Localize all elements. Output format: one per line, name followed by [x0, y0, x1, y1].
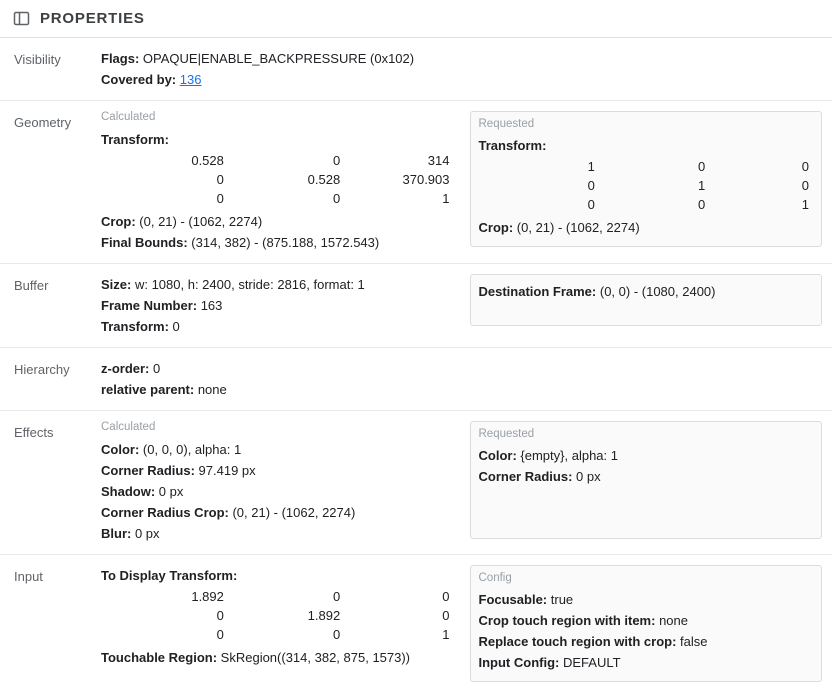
shadow-label: Shadow:	[101, 484, 156, 499]
crop-value: (0, 21) - (1062, 2274)	[516, 220, 640, 235]
buffer-transform-value: 0	[172, 319, 180, 334]
final-bounds-label: Final Bounds:	[101, 235, 188, 250]
effects-requested-title: Requested	[478, 428, 535, 440]
geometry-requested-title: Requested	[478, 118, 535, 130]
matrix-cell: 1.892	[191, 589, 224, 604]
effects-requested-color-value: {empty}, alpha: 1	[520, 448, 618, 463]
effects-calculated-title: Calculated	[101, 421, 156, 433]
frame-number-value: 163	[200, 298, 223, 313]
corner-radius-value: 97.419 px	[198, 463, 256, 478]
row-label-visibility: Visibility	[14, 52, 61, 67]
destination-frame-field	[479, 281, 814, 302]
matrix-cell: 0	[801, 178, 809, 193]
matrix-cell: 0	[442, 608, 450, 623]
buffer-destination-frame	[470, 274, 823, 337]
matrix-cell: 0	[442, 589, 450, 604]
matrix-cell: 1	[442, 627, 450, 642]
effects-color-value: (0, 0, 0), alpha: 1	[142, 442, 242, 457]
geometry-requested-matrix	[479, 157, 814, 214]
properties-panel-icon	[12, 10, 30, 28]
destination-frame-value: (0, 0) - (1080, 2400)	[599, 284, 716, 299]
matrix-cell: 0	[332, 627, 341, 642]
covered-by-field	[101, 69, 816, 90]
geometry-calculated-matrix	[101, 151, 454, 208]
corner-radius-crop-value: (0, 21) - (1062, 2274)	[232, 505, 356, 520]
blur-field	[101, 523, 454, 544]
touchable-region-value: SkRegion((314, 382, 875, 1573))	[220, 650, 411, 665]
touchable-region-field	[101, 647, 454, 668]
row-label-geometry: Geometry	[14, 115, 72, 130]
geometry-requested	[470, 111, 823, 253]
row-visibility	[0, 38, 832, 101]
matrix-cell: 1	[442, 191, 450, 206]
buffer-size-value: w: 1080, h: 2400, stride: 2816, format: 1	[134, 277, 365, 292]
focusable-label: Focusable:	[478, 592, 548, 607]
input-transform	[95, 565, 460, 682]
flags-field	[101, 48, 816, 69]
destination-frame-label: Destination Frame:	[478, 284, 597, 299]
row-label-buffer: Buffer	[14, 278, 49, 293]
touchable-region-label: Touchable Region:	[101, 650, 218, 665]
geometry-requested-transform-label: Transform:	[478, 138, 547, 153]
relative-parent-label: relative parent:	[101, 382, 195, 397]
matrix-cell: 0	[801, 159, 809, 174]
effects-requested-color-field	[479, 445, 814, 466]
matrix-cell: 1.892	[307, 608, 341, 623]
effects-requested	[470, 421, 823, 544]
buffer-size-label: Size:	[101, 277, 132, 292]
row-label-hierarchy: Hierarchy	[14, 362, 70, 377]
effects-color-field	[101, 439, 454, 460]
geometry-calculated-title: Calculated	[101, 111, 156, 123]
row-input	[0, 555, 832, 692]
row-label-input: Input	[14, 569, 43, 584]
buffer-transform-field	[101, 316, 454, 337]
matrix-cell: 0	[332, 191, 341, 206]
crop-label: Crop:	[478, 220, 514, 235]
row-hierarchy	[0, 348, 832, 411]
effects-color-label: Color:	[101, 442, 140, 457]
replace-touch-region-field	[479, 631, 814, 652]
matrix-cell: 0	[216, 191, 224, 206]
corner-radius-label: Corner Radius:	[101, 463, 195, 478]
geometry-calculated	[95, 111, 460, 253]
matrix-cell: 314	[427, 153, 450, 168]
geometry-calculated-transform-label: Transform:	[101, 132, 169, 147]
matrix-cell: 0	[216, 627, 224, 642]
buffer-transform-label: Transform:	[101, 319, 169, 334]
geometry-calculated-crop	[101, 211, 454, 232]
flags-label: Flags:	[101, 51, 140, 66]
relative-parent-value: none	[197, 382, 227, 397]
shadow-value: 0 px	[158, 484, 184, 499]
matrix-cell: 0	[216, 608, 224, 623]
row-geometry	[0, 101, 832, 264]
matrix-cell: 0	[587, 197, 595, 212]
frame-number-field	[101, 295, 454, 316]
effects-requested-color-label: Color:	[478, 448, 517, 463]
buffer-size-field	[101, 274, 454, 295]
flags-value: OPAQUE|ENABLE_BACKPRESSURE (0x102)	[142, 51, 415, 66]
effects-calculated	[95, 421, 460, 544]
matrix-cell: 1	[587, 159, 595, 174]
input-config-label: Input Config:	[478, 655, 560, 670]
geometry-final-bounds	[101, 232, 454, 253]
to-display-transform-label: To Display Transform:	[101, 568, 238, 583]
final-bounds-value: (314, 382) - (875.188, 1572.543)	[191, 235, 380, 250]
matrix-cell: 0	[587, 178, 595, 193]
corner-radius-crop-field	[101, 502, 454, 523]
matrix-cell: 0	[698, 159, 706, 174]
frame-number-label: Frame Number:	[101, 298, 198, 313]
crop-value: (0, 21) - (1062, 2274)	[139, 214, 263, 229]
panel-header	[0, 0, 832, 38]
covered-by-link[interactable]: 136	[179, 72, 202, 87]
blur-label: Blur:	[101, 526, 132, 541]
input-config-value: DEFAULT	[562, 655, 621, 670]
effects-requested-corner-radius-label: Corner Radius:	[478, 469, 573, 484]
input-config-field	[479, 652, 814, 673]
corner-radius-field	[101, 460, 454, 481]
input-matrix	[101, 587, 454, 644]
page-title: PROPERTIES	[40, 10, 145, 27]
blur-value: 0 px	[134, 526, 160, 541]
row-effects	[0, 411, 832, 555]
replace-touch-region-label: Replace touch region with crop:	[478, 634, 677, 649]
matrix-cell: 0	[332, 589, 341, 604]
buffer-info	[95, 274, 460, 337]
effects-requested-corner-radius-value: 0 px	[576, 469, 601, 484]
matrix-cell: 1	[698, 178, 706, 193]
input-config	[470, 565, 823, 682]
replace-touch-region-value: false	[680, 634, 708, 649]
crop-label: Crop:	[101, 214, 136, 229]
geometry-requested-crop	[479, 217, 814, 238]
matrix-cell: 1	[801, 197, 809, 212]
matrix-cell: 0.528	[191, 153, 224, 168]
matrix-cell: 0.528	[307, 172, 341, 187]
crop-touch-region-label: Crop touch region with item:	[478, 613, 656, 628]
shadow-field	[101, 481, 454, 502]
matrix-cell: 370.903	[402, 172, 450, 187]
focusable-field	[479, 589, 814, 610]
z-order-value: 0	[153, 361, 161, 376]
z-order-field	[101, 358, 816, 379]
crop-touch-region-field	[479, 610, 814, 631]
focusable-value: true	[550, 592, 574, 607]
z-order-label: z-order:	[101, 361, 150, 376]
input-config-title: Config	[478, 572, 512, 584]
crop-touch-region-value: none	[659, 613, 688, 628]
matrix-cell: 0	[698, 197, 706, 212]
relative-parent-field	[101, 379, 816, 400]
effects-requested-corner-radius-field	[479, 466, 814, 487]
matrix-cell: 0	[332, 153, 341, 168]
matrix-cell: 0	[216, 172, 224, 187]
row-label-effects: Effects	[14, 425, 54, 440]
corner-radius-crop-label: Corner Radius Crop:	[101, 505, 229, 520]
covered-by-label: Covered by:	[101, 72, 177, 87]
row-buffer	[0, 264, 832, 348]
